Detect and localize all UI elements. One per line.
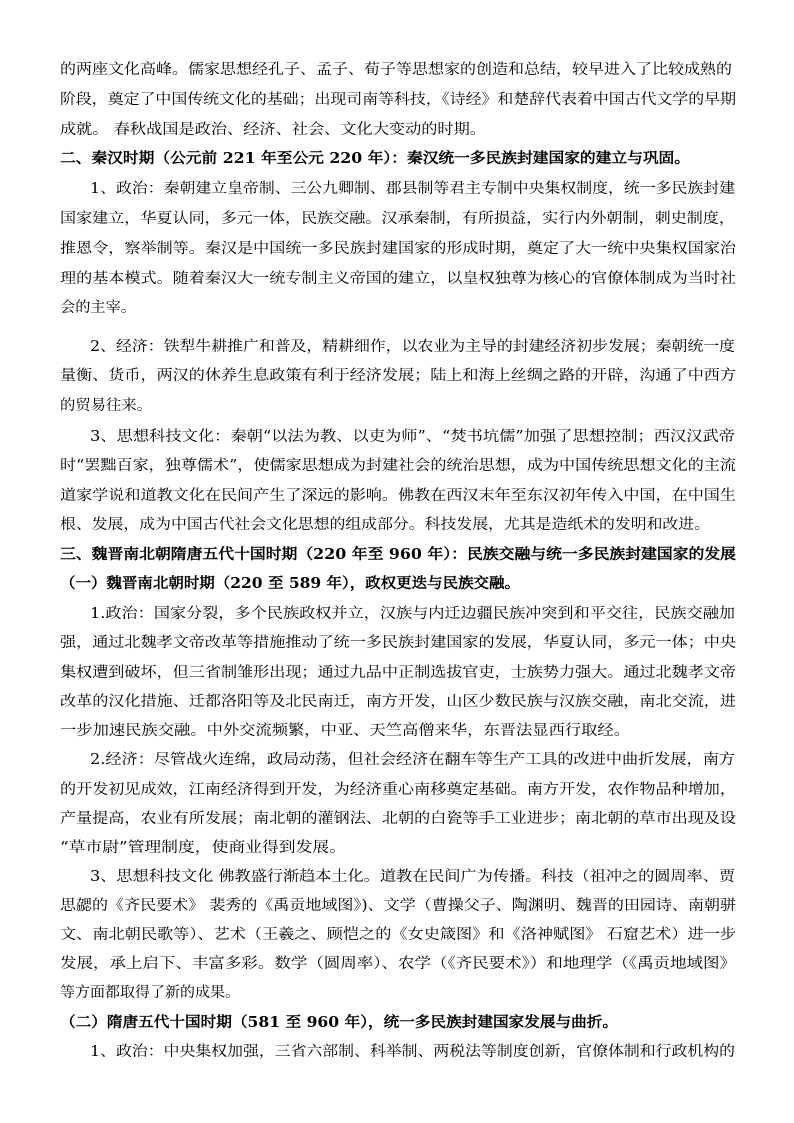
text-line (0, 716, 794, 746)
text-line (0, 1037, 794, 1067)
line-text: 2.经济：尽管战火连绵，政局动荡，但社会经济在翻车等生产工具的改进中曲折发展，南方 (90, 752, 735, 768)
line-text: 强，通过北魏孝文帝改革等措施推动了统一多民族封建国家的发展，华夏认同，多元一体；中央 (60, 635, 736, 651)
line-text: 时“罢黜百家，独尊儒术”，使儒家思想成为封建社会的统治思想，成为中国传统思想文化的主流 (60, 458, 736, 474)
line-text: 改革的汉化措施、迁都洛阳等及北民南迁，南方开发，山区少数民族与汉族交融，南北交流，进 (60, 694, 736, 710)
text-line (0, 862, 794, 892)
line-text: 文、南北朝民歌等）、艺术（王羲之、顾恺之的《女史箴图》和《洛神赋图》 石窟艺术）进一步 (60, 927, 736, 943)
line-text: 一步加速民族交融。中外交流频繁，中亚、天竺高僧来华，东晋法显西行取经。 (60, 723, 630, 739)
line-text: 会的主宰。 (60, 300, 136, 316)
text-line (0, 264, 794, 294)
text-line (0, 687, 794, 717)
line-text: 的两座文化高峰。儒家思想经孔子、孟子、荀子等思想家的创造和总结，较早进入了比较成熟的 (60, 62, 732, 78)
text-line (0, 85, 794, 115)
text-line (0, 804, 794, 834)
text-line (0, 833, 794, 863)
line-text: 集权遭到破坏，但三省制雏形出现；通过九品中正制选拔官吏，士族势力强大。通过北魏孝文帝 (60, 665, 736, 681)
line-text: 3、思想科技文化 佛教盛行渐趋本土化。道教在民间广为传播。科技（祖冲之的圆周率、贾 (90, 869, 735, 885)
line-text: 1、政治：秦朝建立皇帝制、三公九卿制、郡县制等君主专制中央集权制度，统一多民族封建 (90, 181, 735, 197)
line-text: 3、思想科技文化：秦朝“以法为教、以吏为师”、“焚书坑儒”加强了思想控制；西汉汉武帝 (90, 429, 735, 445)
text-line (0, 422, 794, 452)
section-heading (0, 569, 794, 599)
line-text: 阶段，奠定了中国传统文化的基础；出现司南等科技，《诗经》和楚辞代表着中国古代文学的早期 (60, 92, 736, 108)
text-line (0, 920, 794, 950)
line-text: 等方面都取得了新的成果。 (60, 985, 240, 1001)
line-text: 根、发展，成为中国古代社会文化思想的组成部分。科技发展，尤其是造纸术的发明和改进。 (60, 517, 710, 533)
line-text: 2、经济：铁犁牛耕推广和普及，精耕细作，以农业为主导的封建经济初步发展；秦朝统一度 (90, 339, 735, 355)
text-line (0, 55, 794, 85)
line-text: 1.政治：国家分裂，多个民族政权并立，汉族与内迁边疆民族冲突到和平交往，民族交融加 (90, 606, 735, 622)
text-line (0, 204, 794, 234)
line-text: 推恩令，察举制等。秦汉是中国统一多民族封建国家的形成时期，奠定了大一统中央集权国家治 (60, 241, 736, 257)
line-text: 成就。 春秋战国是政治、经济、社会、文化大变动的时期。 (60, 122, 486, 138)
line-text: 量衡、货币，两汉的休养生息政策有利于经济发展；陆上和海上丝绸之路的开辟，沟通了中西方 (60, 368, 736, 384)
text-line (0, 332, 794, 362)
text-line (0, 234, 794, 264)
line-text: 的贸易往来。 (60, 398, 152, 414)
line-text: 发展，承上启下、丰富多彩。数学（圆周率）、农学（《齐民要术》）和地理学（《禹贡地域图》 (60, 956, 736, 972)
line-text: 产量提高，农业有所发展；南北朝的灌钢法、北朝的白瓷等手工业进步；南北朝的草市出现及设 (60, 811, 736, 827)
text-line (0, 391, 794, 421)
text-line (0, 978, 794, 1008)
line-text: 道家学说和道教文化在民间产生了深远的影响。佛教在西汉末年至东汉初年传入中国，在中国生 (60, 488, 736, 504)
line-text: （二）隋唐五代十国时期（581 至 960 年），统一多民族封建国家发展与曲折。 (60, 1014, 618, 1031)
text-line (0, 628, 794, 658)
text-line (0, 481, 794, 511)
line-text: 的开发初见成效，江南经济得到开发，为经济重心南移奠定基础。南方开发，农作物品种增加， (60, 782, 736, 798)
text-line (0, 115, 794, 145)
section-heading (0, 1008, 794, 1038)
text-line (0, 891, 794, 921)
text-line (0, 510, 794, 540)
text-line (0, 658, 794, 688)
line-text: 二、秦汉时期（公元前 221 年至公元 220 年）：秦汉统一多民族封建国家的建立与巩固。 (60, 150, 690, 167)
text-line (0, 174, 794, 204)
line-text: “草市尉”管理制度，使商业得到发展。 (60, 840, 346, 856)
text-line (0, 775, 794, 805)
section-heading (0, 540, 794, 570)
line-text: 理的基本模式。随着秦汉大一统专制主义帝国的建立，以皇权独尊为核心的官僚体制成为当时社 (60, 271, 736, 287)
line-text: （一）魏晋南北朝时期（220 至 589 年），政权更迭与民族交融。 (60, 575, 520, 592)
text-line (0, 745, 794, 775)
text-line (0, 599, 794, 629)
text-line (0, 949, 794, 979)
line-text: 国家建立，华夏认同，多元一体，民族交融。汉承秦制，有所损益，实行内外朝制，刺史制度， (60, 211, 735, 227)
line-text: 思勰的《齐民要术》 裴秀的《禹贡地域图》)、文学（曹操父子、陶渊明、魏晋的田园诗、南朝骈 (60, 898, 736, 914)
text-line (0, 361, 794, 391)
text-line (0, 451, 794, 481)
line-text: 三、魏晋南北朝隋唐五代十国时期（220 年至 960 年）：民族交融与统一多民族封建国家的发展 (60, 546, 736, 563)
section-heading (0, 144, 794, 174)
text-line (0, 293, 794, 323)
line-text: 1、政治：中央集权加强，三省六部制、科举制、两税法等制度创新，官僚体制和行政机构的 (90, 1044, 735, 1060)
